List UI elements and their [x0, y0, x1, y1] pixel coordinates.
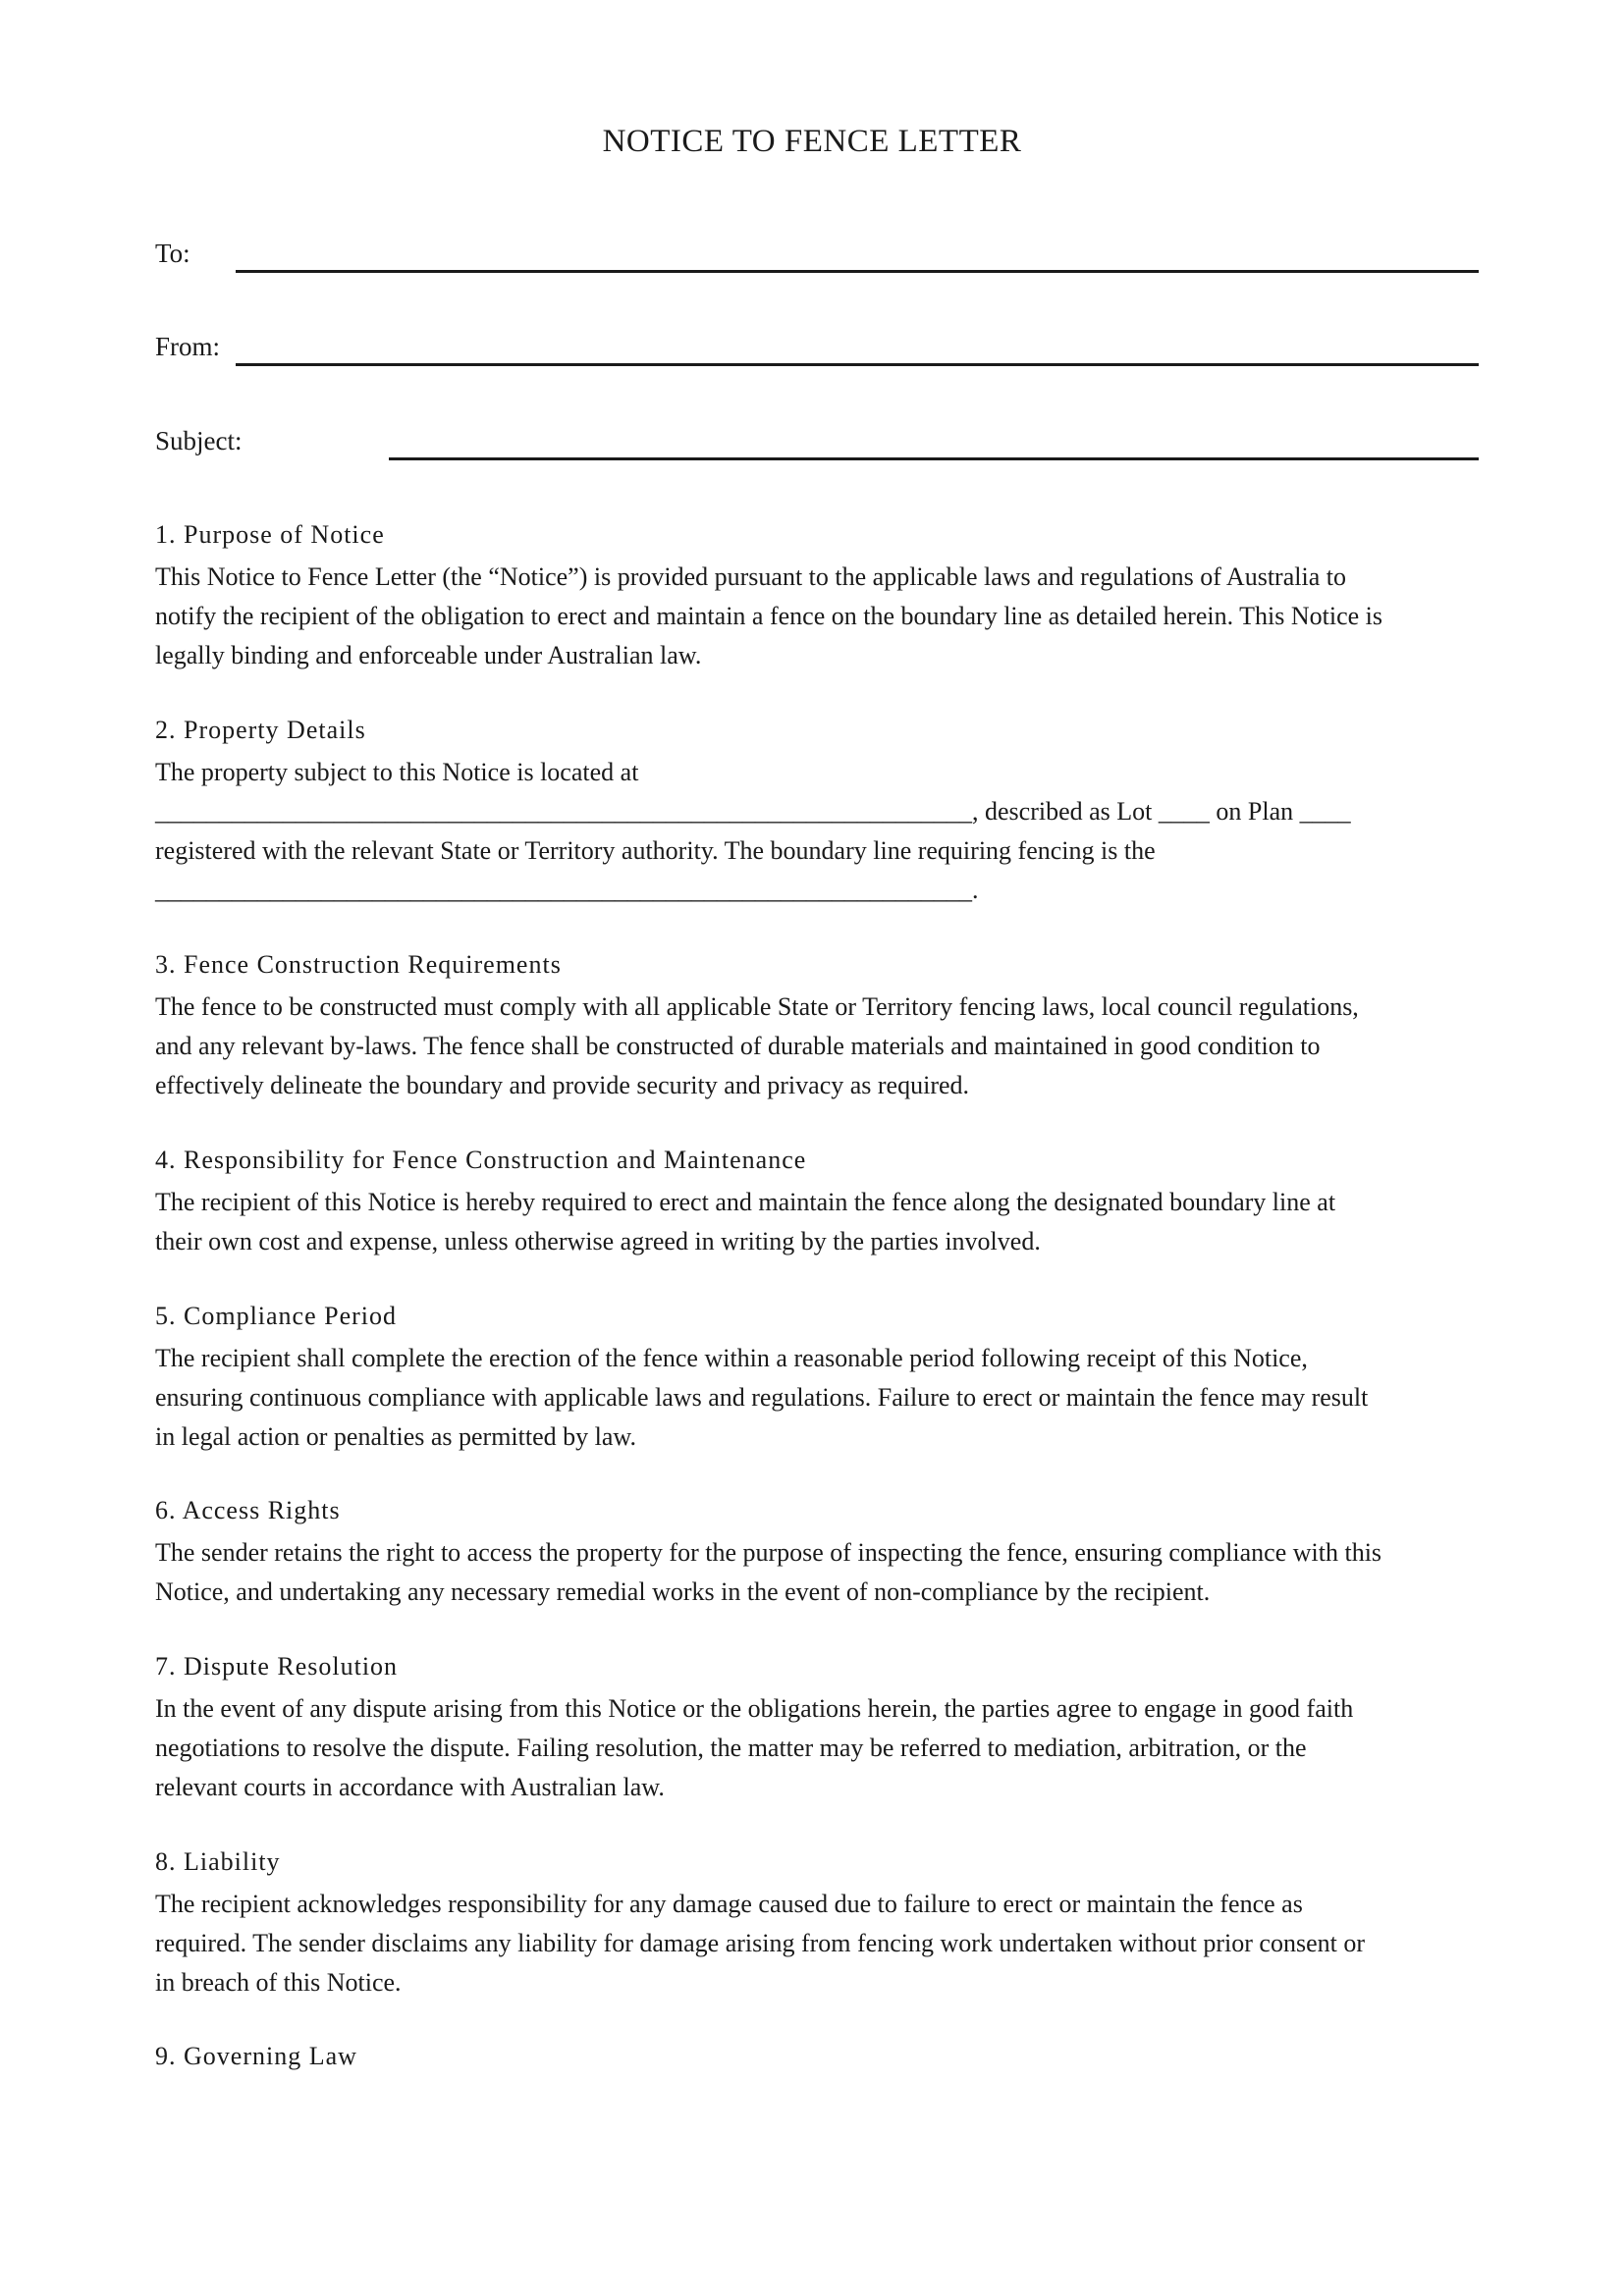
section-body — [155, 1183, 1481, 1261]
body-line: ________________________________________________________________. — [155, 876, 979, 904]
section-access-rights — [155, 1494, 1481, 1612]
section-compliance-period — [155, 1300, 1481, 1457]
body-line: notify the recipient of the obligation to erect and maintain a fence on the boundary line as detailed herein. This Notice is — [155, 602, 1382, 630]
section-body — [155, 558, 1481, 675]
body-line: negotiations to resolve the dispute. Failing resolution, the matter may be referred to mediation, arbitration, or the — [155, 1734, 1307, 1762]
body-line: in legal action or penalties as permitted by law. — [155, 1422, 636, 1451]
subject-field — [155, 426, 1479, 465]
section-governing-law — [155, 2040, 1481, 2073]
section-body — [155, 1689, 1481, 1807]
section-dispute-resolution — [155, 1650, 1481, 1807]
section-heading: 3. Fence Construction Requirements — [155, 950, 562, 979]
body-line: In the event of any dispute arising from this Notice or the obligations herein, the parties agree to engage in good faith — [155, 1694, 1354, 1723]
section-property-details — [155, 714, 1481, 910]
body-line: registered with the relevant State or Territory authority. The boundary line requiring fencing is the — [155, 836, 1156, 865]
body-line: ensuring continuous compliance with applicable laws and regulations. Failure to erect or maintain the fence may result — [155, 1383, 1369, 1412]
body-line: their own cost and expense, unless otherwise agreed in writing by the parties involved. — [155, 1227, 1041, 1255]
body-line: The recipient shall complete the erection of the fence within a reasonable period following receipt of this Notice, — [155, 1344, 1308, 1372]
section-heading: 1. Purpose of Notice — [155, 520, 385, 549]
subject-blank-line — [389, 457, 1479, 460]
body-line: The property subject to this Notice is located at — [155, 758, 639, 786]
section-body — [155, 1339, 1481, 1457]
section-construction-requirements — [155, 948, 1481, 1105]
body-line: relevant courts in accordance with Australian law. — [155, 1773, 665, 1801]
body-line: The sender retains the right to access the property for the purpose of inspecting the fence, ensuring compliance with this — [155, 1538, 1382, 1567]
section-responsibility — [155, 1144, 1481, 1261]
to-field — [155, 239, 1479, 278]
to-label: To: — [155, 239, 190, 268]
body-line: legally binding and enforceable under Australian law. — [155, 641, 702, 669]
body-line: The fence to be constructed must comply with all applicable State or Territory fencing laws, local council regulations, — [155, 992, 1359, 1021]
body-line: The recipient acknowledges responsibility for any damage caused due to failure to erect or maintain the fence as — [155, 1890, 1303, 1918]
section-body — [155, 1533, 1481, 1612]
section-body — [155, 753, 1481, 910]
body-line: effectively delineate the boundary and provide security and privacy as required. — [155, 1071, 970, 1099]
body-line: in breach of this Notice. — [155, 1968, 402, 1997]
to-blank-line — [236, 270, 1479, 273]
body-line: This Notice to Fence Letter (the “Notice”) is provided pursuant to the applicable laws and regulations of Australia to — [155, 562, 1346, 591]
body-line: The recipient of this Notice is hereby required to erect and maintain the fence along the designated boundary line at — [155, 1188, 1336, 1216]
section-body — [155, 1885, 1481, 2002]
from-label: From: — [155, 332, 221, 361]
from-field — [155, 332, 1479, 371]
subject-label: Subject: — [155, 426, 243, 455]
section-heading: 9. Governing Law — [155, 2042, 357, 2070]
section-liability — [155, 1845, 1481, 2002]
from-blank-line — [236, 363, 1479, 366]
section-heading: 8. Liability — [155, 1847, 281, 1876]
document-title: NOTICE TO FENCE LETTER — [602, 124, 1022, 159]
section-body — [155, 988, 1481, 1105]
body-line: Notice, and undertaking any necessary remedial works in the event of non-compliance by the recipient. — [155, 1577, 1211, 1606]
section-heading: 4. Responsibility for Fence Construction and Maintenance — [155, 1146, 807, 1174]
section-heading: 7. Dispute Resolution — [155, 1652, 399, 1681]
body-line: required. The sender disclaims any liability for damage arising from fencing work undertaken without prior consent or — [155, 1929, 1365, 1957]
section-heading: 5. Compliance Period — [155, 1302, 398, 1330]
section-purpose — [155, 518, 1481, 675]
section-heading: 2. Property Details — [155, 716, 366, 744]
section-heading: 6. Access Rights — [155, 1496, 341, 1524]
body-line: and any relevant by-laws. The fence shall be constructed of durable materials and maintained in good condition to — [155, 1032, 1321, 1060]
body-line: ________________________________________________________________, described as Lot ____ on Plan ____ — [155, 797, 1351, 826]
